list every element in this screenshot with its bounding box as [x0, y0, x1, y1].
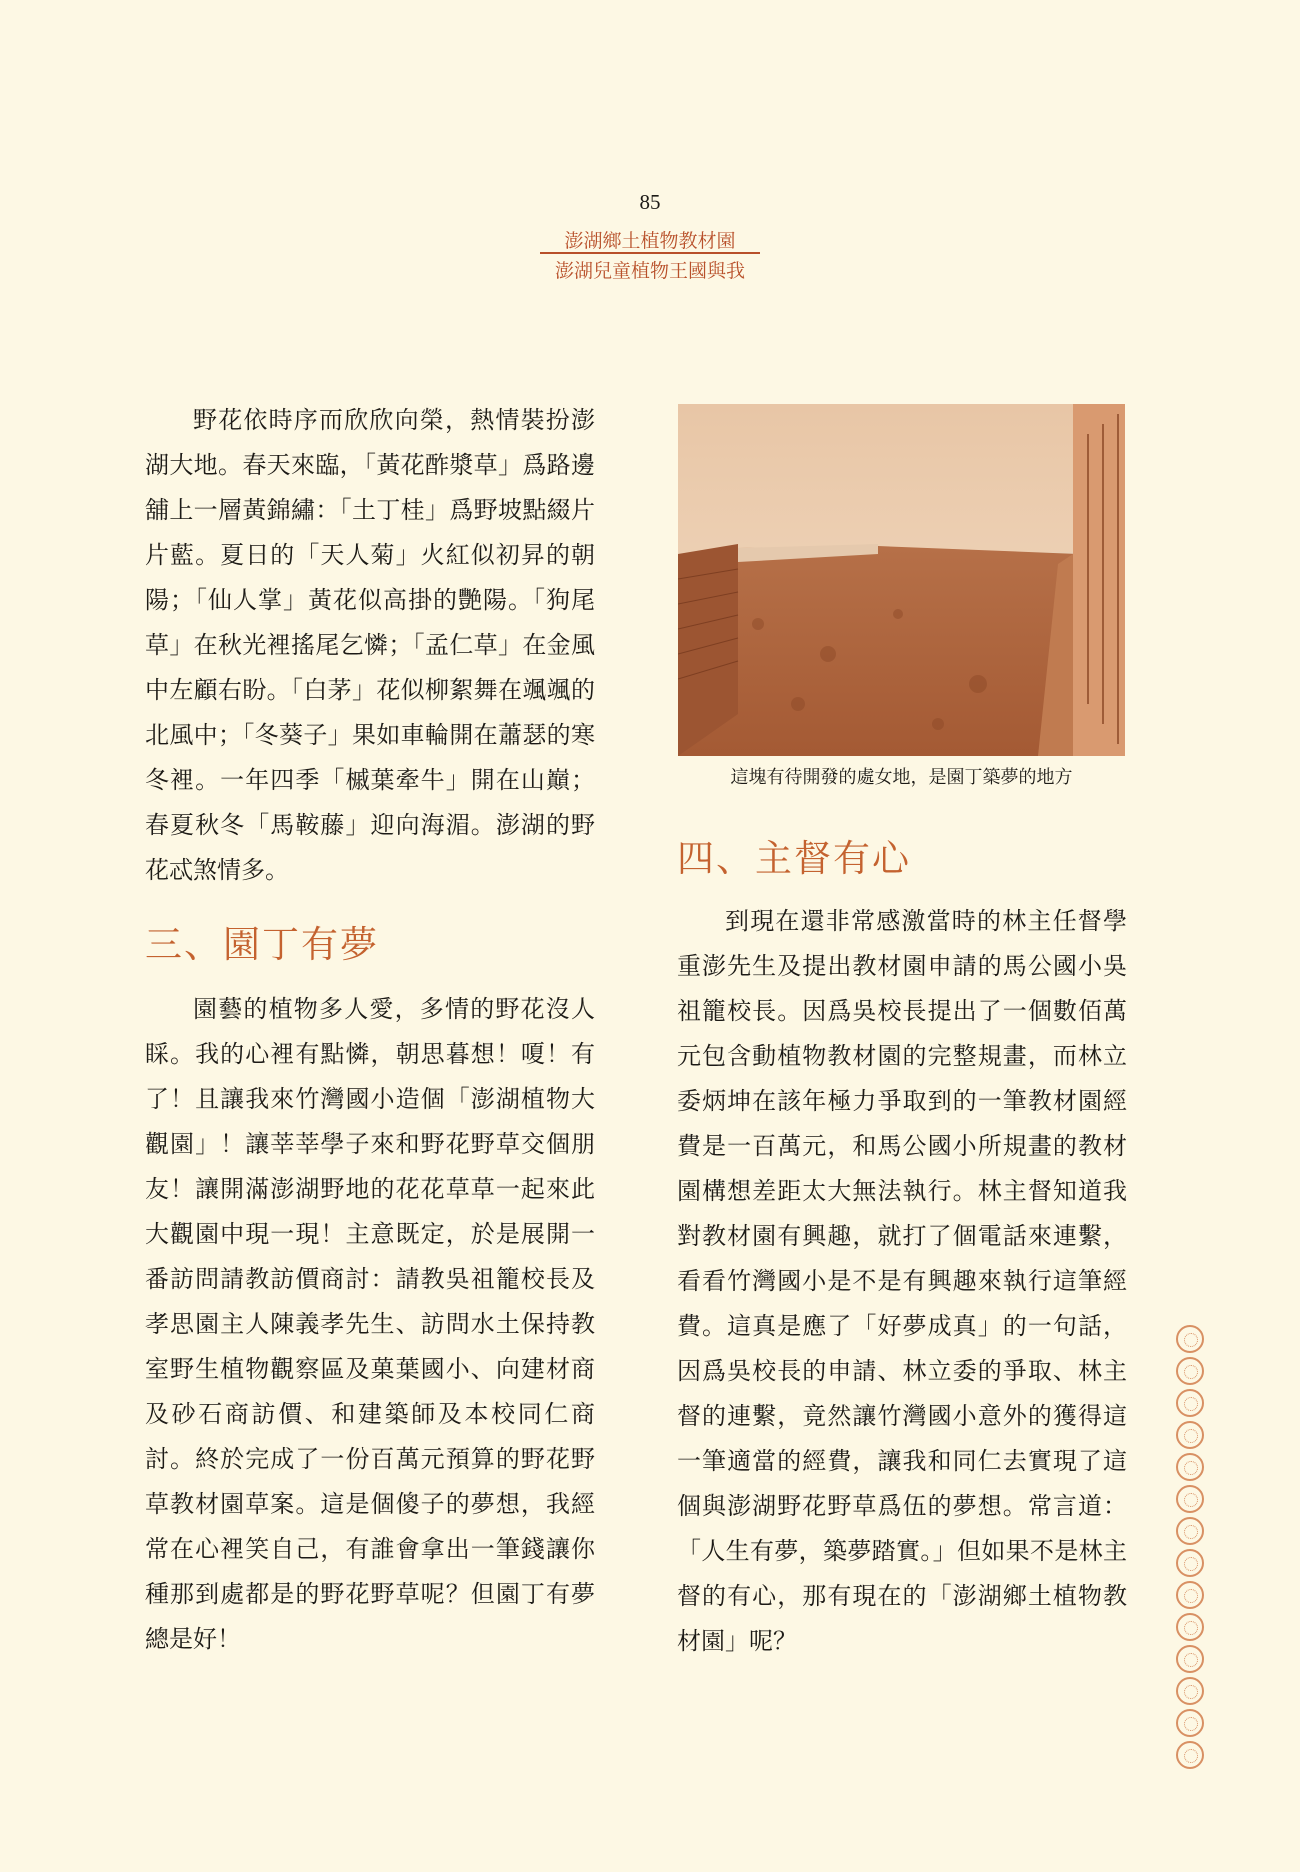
- section3-heading: 三、園丁有夢: [145, 923, 379, 966]
- section4-paragraph: 到現在還非常感激當時的林主任督學重澎先生及提出教材園申請的馬公國小吳祖籠校長。因爲吳校長提出了一個數佰萬元包含動植物教材園的完整規畫，而林立委炳坤在該年極力爭取到的一筆教材園經費是一百萬元，和馬公國小所規畫的教材園構想差距太大無法執行。林主督知道我對教材園有興趣，就打了個電話來連繫，看看竹灣國小是不是有興趣來執行這筆經費。這真是應了「好夢成真」的一句話，因爲吳校長的申請、林立委的爭取、林主督的連繫，竟然讓竹灣國小意外的獲得這一筆適當的經費，讓我和同仁去實現了這個與澎湖野花野草爲伍的夢想。常言道：「人生有夢，築夢踏實。」但如果不是林主督的有心，那有現在的「澎湖鄉土植物教材園」呢？: [677, 907, 1127, 1655]
- ornament-icon: [1176, 1741, 1204, 1769]
- section4-heading: 四、主督有心: [677, 837, 911, 880]
- ornament-icon: [1176, 1645, 1204, 1673]
- ornament-icon: [1176, 1613, 1204, 1641]
- ornament-icon: [1176, 1421, 1204, 1449]
- decorative-ornament-strip: [1176, 1325, 1210, 1773]
- ornament-icon: [1176, 1357, 1204, 1385]
- ornament-icon: [1176, 1517, 1204, 1545]
- intro-paragraph: 野花依時序而欣欣向榮，熱情裝扮澎湖大地。春天來臨，「黃花酢漿草」爲路邊舖上一層黃錦繡：「土丁桂」爲野坡點綴片片藍。夏日的「天人菊」火紅似初昇的朝陽；「仙人掌」黃花似高掛的艷陽。「狗尾草」在秋光裡搖尾乞憐；「孟仁草」在金風中左顧右盼。「白茅」花似柳絮舞在颯颯的北風中；「冬葵子」果如車輪開在蕭瑟的寒冬裡。一年四季「槭葉牽牛」開在山巔；春夏秋冬「馬鞍藤」迎向海湄。澎湖的野花忒煞情多。: [145, 406, 595, 884]
- ornament-icon: [1176, 1581, 1204, 1609]
- field-photo: [678, 404, 1125, 756]
- right-column: [677, 835, 1127, 1664]
- ornament-icon: [1176, 1325, 1204, 1353]
- left-column: [145, 398, 595, 1662]
- title-divider: [540, 252, 760, 254]
- ornament-icon: [1176, 1677, 1204, 1705]
- section3-paragraph: 園藝的植物多人愛，多情的野花沒人睬。我的心裡有點憐，朝思暮想！嗄！有了！且讓我來竹灣國小造個「澎湖植物大觀園」！讓莘莘學子來和野花野草交個朋友！讓開滿澎湖野地的花花草草一起來此大觀園中現一現！主意既定，於是展開一番訪問請教訪價商討：請教吳祖籠校長及孝思園主人陳義孝先生、訪問水土保持教室野生植物觀察區及菓葉國小、向建材商及砂石商訪價、和建築師及本校同仁商討。終於完成了一份百萬元預算的野花野草教材園草案。這是個傻子的夢想，我經常在心裡笑自己，有誰會拿出一筆錢讓你種那到處都是的野花野草呢？但園丁有夢總是好！: [145, 995, 595, 1653]
- photo-caption: 這塊有待開發的處女地，是園丁築夢的地方: [730, 767, 1073, 788]
- ornament-icon: [1176, 1453, 1204, 1481]
- field-photo-image: [678, 404, 1125, 756]
- running-subtitle: 澎湖兒童植物王國與我: [554, 260, 745, 282]
- ornament-icon: [1176, 1549, 1204, 1577]
- running-title: 澎湖鄉土植物教材園: [564, 230, 736, 252]
- ornament-icon: [1176, 1389, 1204, 1417]
- ornament-icon: [1176, 1709, 1204, 1737]
- page-number: 85: [639, 190, 661, 214]
- ornament-icon: [1176, 1485, 1204, 1513]
